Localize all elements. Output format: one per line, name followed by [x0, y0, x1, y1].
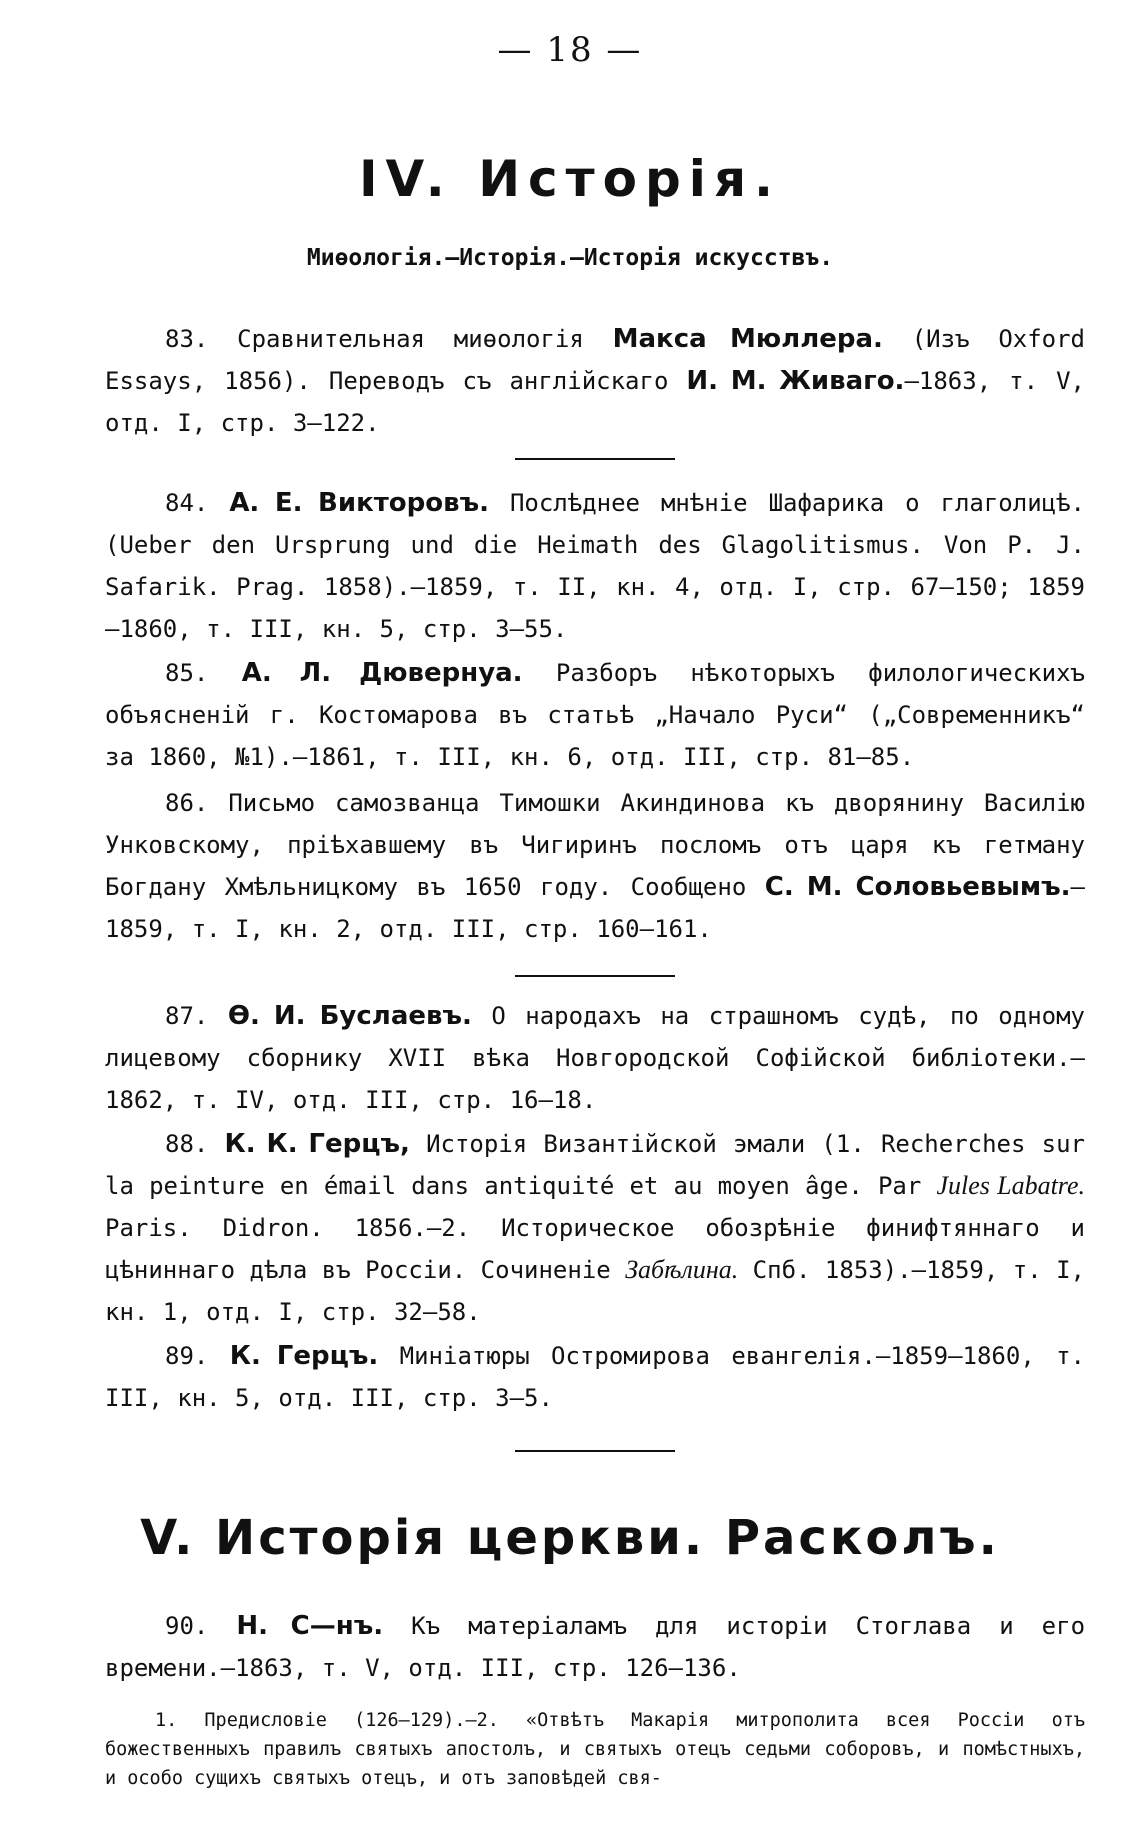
entry-author: А. Е. Викторовъ.: [229, 488, 489, 518]
entry-number: 84.: [165, 489, 209, 517]
section-title-church: V. Исторія церкви. Расколъ.: [140, 1510, 1000, 1566]
entry-text: О народахъ на страшномъ судѣ, по одному лицевому сборнику XVII вѣка Новгородской Софійской библіотеки.—1862, т. IV, отд. III, стр. 16—18.: [105, 1002, 1086, 1114]
footnote: 1. Предисловіе (126—129).—2. «Отвѣтъ Макарія митрополита всея Россіи отъ божественныхъ правилъ святыхъ апостолъ, и святыхъ отецъ седьми соборовъ, и помѣстныхъ, и особо сущихъ святыхъ отецъ, и отъ заповѣдей свя-: [105, 1710, 1085, 1789]
entry-87: [105, 995, 1085, 1121]
entry-number: 85.: [165, 659, 209, 687]
entry-86: [105, 782, 1085, 950]
entry-number: 83.: [165, 325, 209, 353]
entry-author: Макса Мюллера.: [612, 324, 883, 354]
entry-number: 89.: [165, 1342, 209, 1370]
divider: [515, 1450, 675, 1452]
entry-89: [105, 1335, 1085, 1419]
entry-text: Сравнительная миѳологія: [237, 325, 584, 353]
entry-90: [105, 1605, 1085, 1689]
entry-88: [105, 1123, 1085, 1333]
page-number: — 18 —: [497, 30, 643, 70]
entry-text: Исторія Византійской эмали (1. Recherches sur la peinture en émail dans antiquité et au moyen âge. Par: [105, 1130, 1085, 1200]
entry-italic-author: Jules Labatre.: [936, 1171, 1085, 1200]
section-subtitle: Миѳологія.—Исторія.—Исторія искусствъ.: [306, 245, 834, 271]
entry-83: [105, 318, 1085, 444]
entry-text: Миніатюры Остромирова евангелія.—1859—1860, т. III, кн. 5, отд. III, стр. 3—5.: [105, 1342, 1086, 1412]
entry-number: 86.: [165, 789, 209, 817]
entry-number: 88.: [165, 1130, 209, 1158]
entry-italic-author: Забѣлина.: [625, 1255, 739, 1284]
divider: [515, 458, 675, 460]
entry-number: 87.: [165, 1002, 209, 1030]
entry-author: К. К. Герцъ,: [224, 1129, 410, 1159]
divider: [515, 975, 675, 977]
entry-text: Разборъ нѣкоторыхъ филологическихъ объясненій г. Костомарова въ статьѣ „Начало Руси“ („Современникъ“ за 1860, №1).—1861, т. III, кн. 6, отд. III, стр. 81—85.: [105, 659, 1085, 771]
entry-author: А. Л. Дювернуа.: [241, 658, 523, 688]
entry-number: 90.: [165, 1612, 209, 1640]
entry-text: Paris. Didron. 1856.—2. Историческое обозрѣніе финифтяннаго и цѣниннаго дѣла въ Россіи. Сочиненіе: [105, 1214, 1085, 1284]
entry-text: —1863, т. V, отд. I, стр. 3—122.: [105, 367, 1086, 437]
entry-author: Н. С—нъ.: [236, 1611, 384, 1641]
entry-text: Письмо самозванца Тимошки Акиндинова къ дворянину Василію Унковскому, пріѣхавшему въ Чигиринъ посломъ отъ царя къ гетману Богдану Хмѣльницкому въ 1650 году. Сообщено: [105, 789, 1086, 901]
entry-text: —1859, т. I, кн. 2, отд. III, стр. 160—161.: [105, 873, 1085, 943]
entry-author: К. Герцъ.: [229, 1341, 379, 1371]
entry-text: Спб. 1853).—1859, т. I, кн. 1, отд. I, стр. 32—58.: [105, 1256, 1086, 1326]
entry-85: [105, 652, 1085, 778]
entry-text: Къ матеріаламъ для исторіи Стоглава и его времени.—1863, т. V, отд. III, стр. 126—136.: [105, 1612, 1086, 1682]
section-title-history: IV. Исторія.: [358, 150, 782, 208]
entry-author: С. М. Соловьевымъ.: [764, 872, 1071, 902]
entry-author: Ѳ. И. Буслаевъ.: [227, 1001, 472, 1031]
entry-translator: И. М. Живаго.: [686, 366, 905, 396]
entry-text: (Изъ Oxford Essays, 1856). Переводъ съ англійскаго: [105, 325, 1086, 395]
entry-text: Послѣднее мнѣніе Шафарика о глаголицѣ. (Ueber den Ursprung und die Heimath des Glagolitismus. Von P. J. Safarik. Prag. 1858).—1859, т. II, кн. 4, отд. I, стр. 67—150; 1859—1860, т. III, кн. 5, стр. 3—55.: [105, 489, 1085, 643]
entry-84: [105, 482, 1085, 650]
